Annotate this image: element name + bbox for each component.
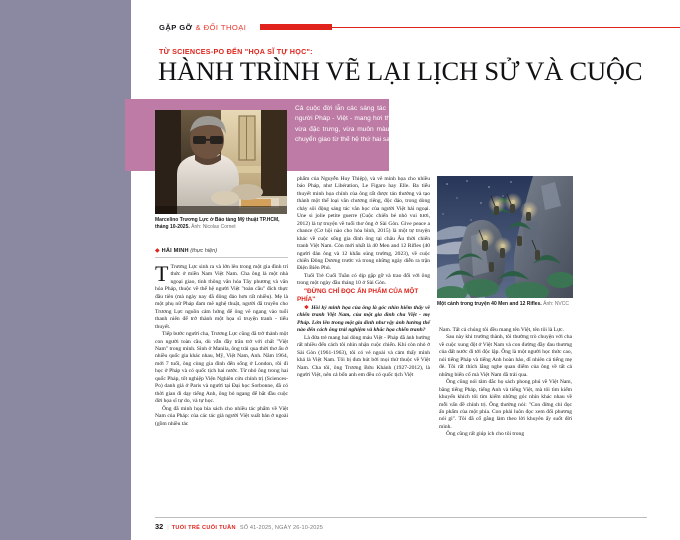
issue-info: SỐ 41-2025, NGÀY 26-10-2025 (239, 525, 324, 531)
section-heading: "ĐỪNG CHỈ ĐỌC ẤN PHẨM CỦA MỘT PHÍA" (297, 287, 419, 304)
footer-separator: | (167, 525, 169, 531)
comic-illustration-graphic (437, 176, 573, 298)
illustration-caption (437, 301, 573, 308)
illustration-caption-text: Một cảnh trong truyện 40 Men and 12 Rifles. (437, 301, 542, 307)
paragraph (439, 334, 572, 379)
byline-role: (thực hiện) (190, 248, 218, 254)
paragraph-text: Nam. Tất cả chúng tôi đều mang tên Việt, tên tôi là Lực. (439, 327, 564, 333)
body-column-1 (155, 261, 288, 428)
article-headline: HÀNH TRÌNH VẼ LẠI LỊCH SỬ VÀ CUỘC (158, 56, 643, 86)
paragraph (297, 176, 430, 273)
publication-brand: TUỔI TRẺ CUỐI TUẦN (171, 525, 236, 531)
paragraph-text: Ông cũng rất giúp ích cho tôi trong (446, 431, 525, 438)
portrait-photo (155, 110, 287, 214)
paragraph-text: phẩm của Nguyễn Huy Thiệp), và vẽ minh họa cho nhiều báo Pháp, như Libération, Le Figaro hay Elle. Ba tiểu thuyết minh họa chính của ông rất được tán thưởng và tạo thành một thể loại văn chương riêng, độc đáo, trong dòng chảy sôi động sáng tác văn học của người Việt hải ngoại. Une si jolie petite guerre (Cuộc chiến bé nhỏ vui tươi, 2012) là tự truyện về tuổi thơ ông ở Sài Gòn. Give peace a chance (Cơ hội nào cho hòa bình, 2015) là một tự truyện khác về cuộc sống gia đình ông tại châu Âu thời chiến tranh Việt Nam. Còn mới nhất là 40 Men and 12 Rifles (40 người đàn ông và 12 khẩu súng trường, 2023), về cuộc chiến Đông Dương trước và trong những ngày diễn ra trận Điện Biên Phủ. (297, 176, 430, 272)
paragraph (155, 406, 288, 428)
portrait-photo-credit: Ảnh: Nicolas Cornet (191, 223, 236, 230)
article-eyebrow: TỪ SCIENCES-PO ĐẾN "HỌA SĨ TỰ HỌC": (159, 47, 313, 56)
portrait-photo-graphic (155, 110, 287, 214)
portrait-caption-text: Marcelino Trương Lực ở Bảo tàng Mỹ thuật TP.HCM, tháng 10-2025. (155, 217, 280, 230)
paragraph-text: Trương Lực sinh ra và lớn lên trong một gia đình trí thức ở miền Nam Việt Nam. Cha ông là một nhà ngoại giao, tinh thông văn hóa Tây phương và văn hóa Pháp, thuộc về thế hệ người Việt "toàn cầu" đích thực đầu tiên (mà ngày nay đã đông đảo hơn rất nhiều). Mẹ là một phụ nữ Pháp đam mê nghệ thuật, người đã truyền cho Trương Lực nguồn cảm hứng để ông vẽ ngang vào tuổi thanh niên để trở thành một họa sĩ truyện tranh - tiểu thuyết. (155, 264, 288, 330)
paragraph (439, 379, 572, 431)
paragraph-text: Ông cũng nói tâm đắc họ sách phong phú về Việt Nam, bằng tiếng Pháp, tiếng Anh và tiếng Việt, mà tôi tìm kiếm khuyến khích tôi tìm kiếm những góc nhìn khác nhau về mỗi vấn đề chính trị. Ông thường nói: "Con đừng chỉ đọc ấn phẩm của một phía. Con phải luôn đọc xem đối phương nói gì". Tôi đã cố gắng làm theo lời khuyên ấy suốt đời mình. (439, 379, 572, 430)
paragraph-text: Tuổi Trẻ Cuối Tuần có dịp gặp gỡ và trao đổi với ông trong một ngày đầu tháng 10 ở Sài Gòn. (297, 272, 430, 287)
portrait-photo-caption (155, 217, 288, 230)
paragraph-text: Ông đã minh họa bìa sách cho nhiều tác phẩm về Việt Nam của Pháp: của các tác giả người Việt xuất bản ở ngoài (gồm nhiều tác (155, 405, 288, 427)
footer-divider (155, 517, 647, 518)
paragraph (297, 273, 430, 288)
paragraph (439, 431, 572, 438)
kicker-main-label: GẶP GỠ (159, 22, 193, 32)
kicker-red-block (260, 24, 332, 30)
dropcap-letter: T (155, 261, 169, 286)
paragraph-text: Sau này khi trưởng thành, tôi thường trò chuyện với cha về cuộc xung đột ở Việt Nam và con đường đầy đau thương của đất nước đi tới độc lập. Ông là một người học thức cao, nói tiếng Pháp và tiếng Anh hoàn hảo, dĩ nhiên cả tiếng mẹ đẻ. Tôi rất thích lắng nghe quan điểm của ông về tất cả những biến cố mà Việt Nam đã trải qua. (439, 334, 572, 378)
kicker-red-rule (332, 27, 680, 28)
paragraph (155, 331, 288, 406)
paragraph (155, 261, 288, 331)
section-kicker-row (159, 21, 680, 33)
page-footer (155, 522, 323, 531)
paragraph-text: Là đứa trẻ mang hai dòng máu Việt - Pháp đã ảnh hưởng rất nhiều đến cách tôi nhìn nhận cuộc chiến. Khi còn nhỏ ở Sài Gòn (1961-1963), tôi có vẻ ngoài và cảm thấy mình khá là Việt Nam. Tôi bị đưa hút bởi mọi thứ thuộc về Việt Nam. Cha tôi, ông Trương Bửu Khánh (1927-2012), là người Việt, nên cả bốn anh em đều có quốc tịch Việt (297, 334, 430, 379)
byline (155, 247, 288, 258)
article-lead-text: Cả cuộc đời lẫn các sáng tác của Marcelino Trương Lực - tiểu thuyết gia họa hình người Pháp - Việt - mang hơi thở của một thời đại đầy biến động, của một cộng đồng vừa đặc trưng, vừa muôn màu muôn vẻ lớp lớp người Việt bốn phương, nay đang chuyển giao từ thế hệ thứ hai sang thứ ba, thứ tư. (295, 105, 550, 144)
byline-author: HẢI MINH (161, 248, 189, 254)
comic-illustration (437, 176, 573, 298)
page-number: 32 (155, 522, 164, 531)
body-column-3 (439, 327, 572, 439)
diamond-bullet-icon: ◆ (155, 248, 160, 254)
question-bullet-icon: ❖ (304, 304, 310, 311)
interview-question (297, 305, 430, 335)
body-column-2 (297, 176, 430, 380)
paragraph (439, 327, 572, 334)
paragraph (297, 335, 430, 380)
question-text: Hồi ký minh họa của ông là góc nhìn hiếm thấy về chiến tranh Việt Nam, của một gia đình cha Việt - mẹ Pháp. Lớn lên trong một gia đình như vậy ảnh hưởng thế nào đến cách ông trải nghiệm và khắc họa chiến tranh? (297, 304, 430, 334)
kicker-sub-label: & ĐỐI THOẠI (195, 22, 247, 32)
illustration-credit: Ảnh: NVCC (543, 301, 569, 307)
magazine-page (131, 0, 680, 540)
paragraph-text: Tiếp bước người cha, Trương Lực cũng đã trở thành một con người toàn cầu, dù vẫn đầy trăn trở với chất "Việt Nam" trong mình. Sinh ở Manila, ông trải qua thời thơ ấu ở nhiều quốc gia khác nhau, Mỹ, Việt Nam, Anh. Năm 1964, mới 7 tuổi, ông cùng gia đình đến sống ở London, rồi đi học ở Pháp và có quốc tịch hai nước. Từ nhỏ ông trong hai quốc Pháp, tốt nghiệp Viện Nghiên cứu chính trị (Sciences-Po) danh giá ở Paris và người tại Đại học Sorbonne, đã có thời gian đi dạy tiếng Anh, ông bỏ ngang để bắt đầu cuộc đời họa sĩ tự do, và tự học. (155, 331, 288, 405)
